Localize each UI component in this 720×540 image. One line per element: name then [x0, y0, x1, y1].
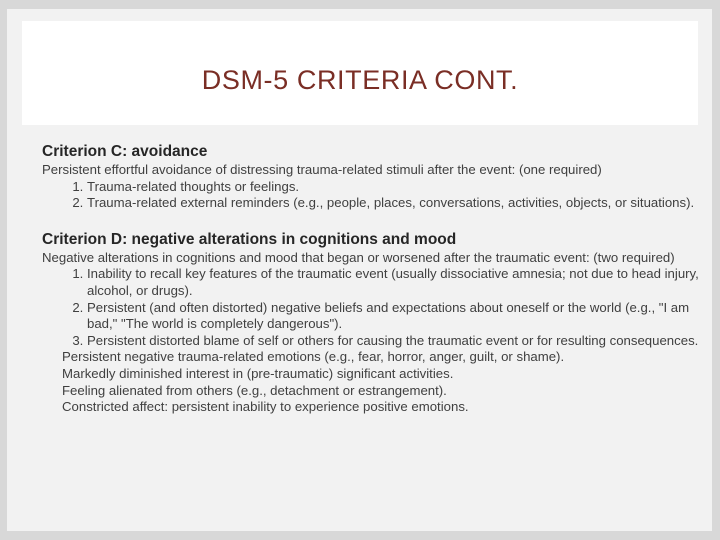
criterion-c-heading: Criterion C: avoidance — [42, 143, 208, 160]
criterion-d-extra-list — [42, 349, 702, 415]
criterion-c-section — [42, 142, 702, 212]
list-item: 3. Persistent distorted blame of self or others for causing the traumatic event or for resulting consequences. — [87, 333, 702, 350]
list-item: Feeling alienated from others (e.g., detachment or estrangement). — [62, 382, 447, 398]
list-item: Markedly diminished interest in (pre-traumatic) significant activities. — [62, 365, 454, 381]
title-box — [22, 21, 698, 125]
list-item: Constricted affect: persistent inability to experience positive emotions. — [62, 399, 469, 415]
criterion-d-list — [42, 266, 702, 349]
list-item: 2. Trauma-related external reminders (e.g., people, places, conversations, activities, objects, or situations). — [87, 195, 702, 212]
criterion-d-section — [42, 230, 702, 416]
criterion-c-description: Persistent effortful avoidance of distressing trauma-related stimuli after the event: (one required) — [42, 162, 602, 177]
slide — [7, 9, 712, 531]
slide-content — [42, 142, 702, 416]
list-item: Persistent negative trauma-related emotions (e.g., fear, horror, anger, guilt, or shame). — [62, 349, 565, 365]
list-item: 1. Trauma-related thoughts or feelings. — [87, 179, 702, 196]
list-item: 1. Inability to recall key features of the traumatic event (usually dissociative amnesia; not due to head injury, alcohol, or drugs). — [87, 266, 702, 299]
criterion-d-heading: Criterion D: negative alterations in cognitions and mood — [42, 230, 457, 248]
criterion-d-description: Negative alterations in cognitions and mood that began or worsened after the traumatic event: (two required) — [42, 249, 675, 265]
slide-title: DSM-5 CRITERIA CONT. — [201, 64, 519, 95]
list-item: 2. Persistent (and often distorted) negative beliefs and expectations about oneself or the world (e.g., "I am bad," "The world is completely dangerous"). — [87, 300, 702, 333]
criterion-c-list — [42, 179, 702, 212]
